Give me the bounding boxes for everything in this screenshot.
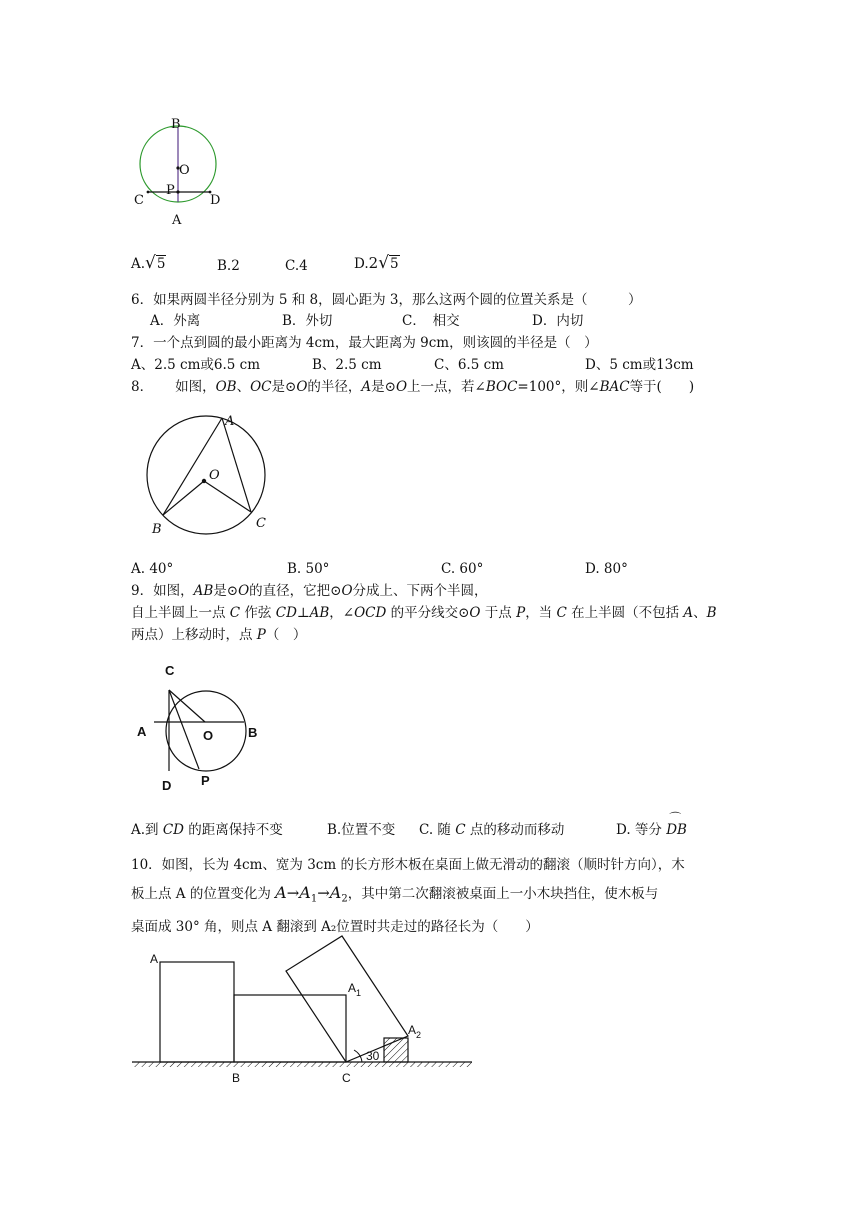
q7-option-c: C、6.5 cm: [434, 357, 504, 373]
q9-label-p: P: [201, 773, 210, 788]
q5-option-b: B.2: [217, 258, 240, 274]
q6-option-c: C． 相交: [402, 313, 460, 329]
q9-circle-figure: [132, 660, 272, 795]
q7-option-d: D、5 cm或13cm: [585, 357, 694, 373]
q8-option-d: D. 80°: [585, 561, 628, 577]
q9-label-o: O: [203, 728, 214, 743]
q8-option-c: C. 60°: [441, 561, 484, 577]
q8-stem: 8． 如图，OB、OC是⊙O的半径，A是⊙O上一点，若∠BOC=100°，则∠BAC等于( ): [131, 379, 695, 395]
q9-label-b: B: [248, 725, 258, 740]
q9-stem-line1: 9．如图，AB是⊙O的直径，它把⊙O分成上、下两个半圆，: [131, 583, 488, 599]
q10-label-a2: $A_2$: [408, 1023, 422, 1040]
q5-label-c: C: [134, 193, 144, 208]
q9-label-a: A: [137, 724, 147, 739]
q6-option-d: D．内切: [532, 313, 584, 329]
q8-label-b: B: [152, 522, 162, 537]
q8-circle-figure: [140, 405, 280, 545]
q8-segment-ab: [163, 418, 222, 515]
q7-option-a: A、2.5 cm或6.5 cm: [131, 357, 260, 373]
q8-label-a: A: [225, 414, 235, 429]
q5-point-c: [147, 191, 150, 194]
q5-label-b: B: [171, 117, 181, 132]
q10-label-c: C: [342, 1071, 351, 1085]
arc-symbol-icon: ⌒: [669, 811, 682, 825]
q9-label-d: D: [162, 778, 172, 793]
q5-option-a: A.√5: [131, 253, 166, 273]
q8-segment-ob: [163, 481, 204, 515]
q10-stem-line1: 10．如图，长为 4cm、宽为 3cm 的长方形木板在桌面上做无滑动的翻滚（顺时针方向），木: [131, 857, 685, 873]
q10-stem-line3: 桌面成 30° 角，则点 A 翻滚到 A₂位置时共走过的路径长为（ ）: [131, 919, 539, 935]
q5-option-d: D.2√5: [354, 253, 399, 273]
q9-stem-line2: 自上半圆上一点 C 作弦 CD⊥AB，∠OCD 的平分线交⊙O 于点 P，当 C 在上半圆（不包括 A、B: [131, 605, 717, 621]
q5-circle-figure: [128, 112, 238, 232]
q10-table-hatching: [132, 1062, 472, 1067]
q9-stem-line3: 两点）上移动时，点 P（ ）: [131, 627, 307, 643]
q8-circle: [147, 416, 265, 534]
q10-label-a: A: [150, 952, 159, 966]
q5-label-p: P: [166, 183, 175, 198]
q8-option-b: B. 50°: [287, 561, 330, 577]
q5-label-o: O: [179, 163, 190, 178]
q8-label-o: O: [209, 468, 220, 483]
q5-label-d: D: [210, 193, 221, 208]
q10-board-position-2: [234, 995, 346, 1062]
q10-label-b: B: [232, 1071, 241, 1085]
q5-label-a: A: [172, 213, 182, 228]
q6-option-a: A．外离: [150, 313, 201, 329]
q8-center-dot: [202, 479, 206, 483]
q8-label-c: C: [256, 516, 266, 531]
q9-option-a: A.到 CD 的距离保持不变: [131, 822, 283, 838]
q5-point-p: [176, 190, 179, 193]
q9-label-c: C: [165, 663, 175, 678]
q10-label-angle: 30: [366, 1049, 380, 1063]
q9-segment-cp: [169, 690, 199, 769]
q6-option-b: B．外切: [282, 313, 333, 329]
q10-rolling-board-figure: [128, 946, 488, 1086]
q9-option-d: D. 等分 ⌒ DB: [616, 811, 687, 838]
q10-stem-line2: 板上点 A 的位置变化为 $A\to A_1\to A_2$，其中第二次翻滚被桌面上一小木块挡住，使木板与: [131, 883, 659, 905]
q10-wood-block: [384, 1038, 408, 1062]
q5-option-c: C.4: [285, 258, 308, 274]
q8-option-a: A. 40°: [131, 561, 174, 577]
q10-board-position-1: [160, 962, 234, 1062]
q8-segment-oc: [204, 481, 251, 512]
q9-option-b: B.位置不变: [327, 822, 396, 838]
q9-option-c: C. 随 C 点的移动而移动: [419, 822, 565, 838]
q10-label-a1: $A_1$: [348, 981, 362, 998]
q7-option-b: B、2.5 cm: [312, 357, 382, 373]
q7-stem: 7．一个点到圆的最小距离为 4cm，最大距离为 9cm，则该圆的半径是（ ）: [131, 335, 598, 351]
q6-stem: 6．如果两圆半径分别为 5 和 8，圆心距为 3，那么这两个圆的位置关系是（ ）: [131, 292, 642, 308]
